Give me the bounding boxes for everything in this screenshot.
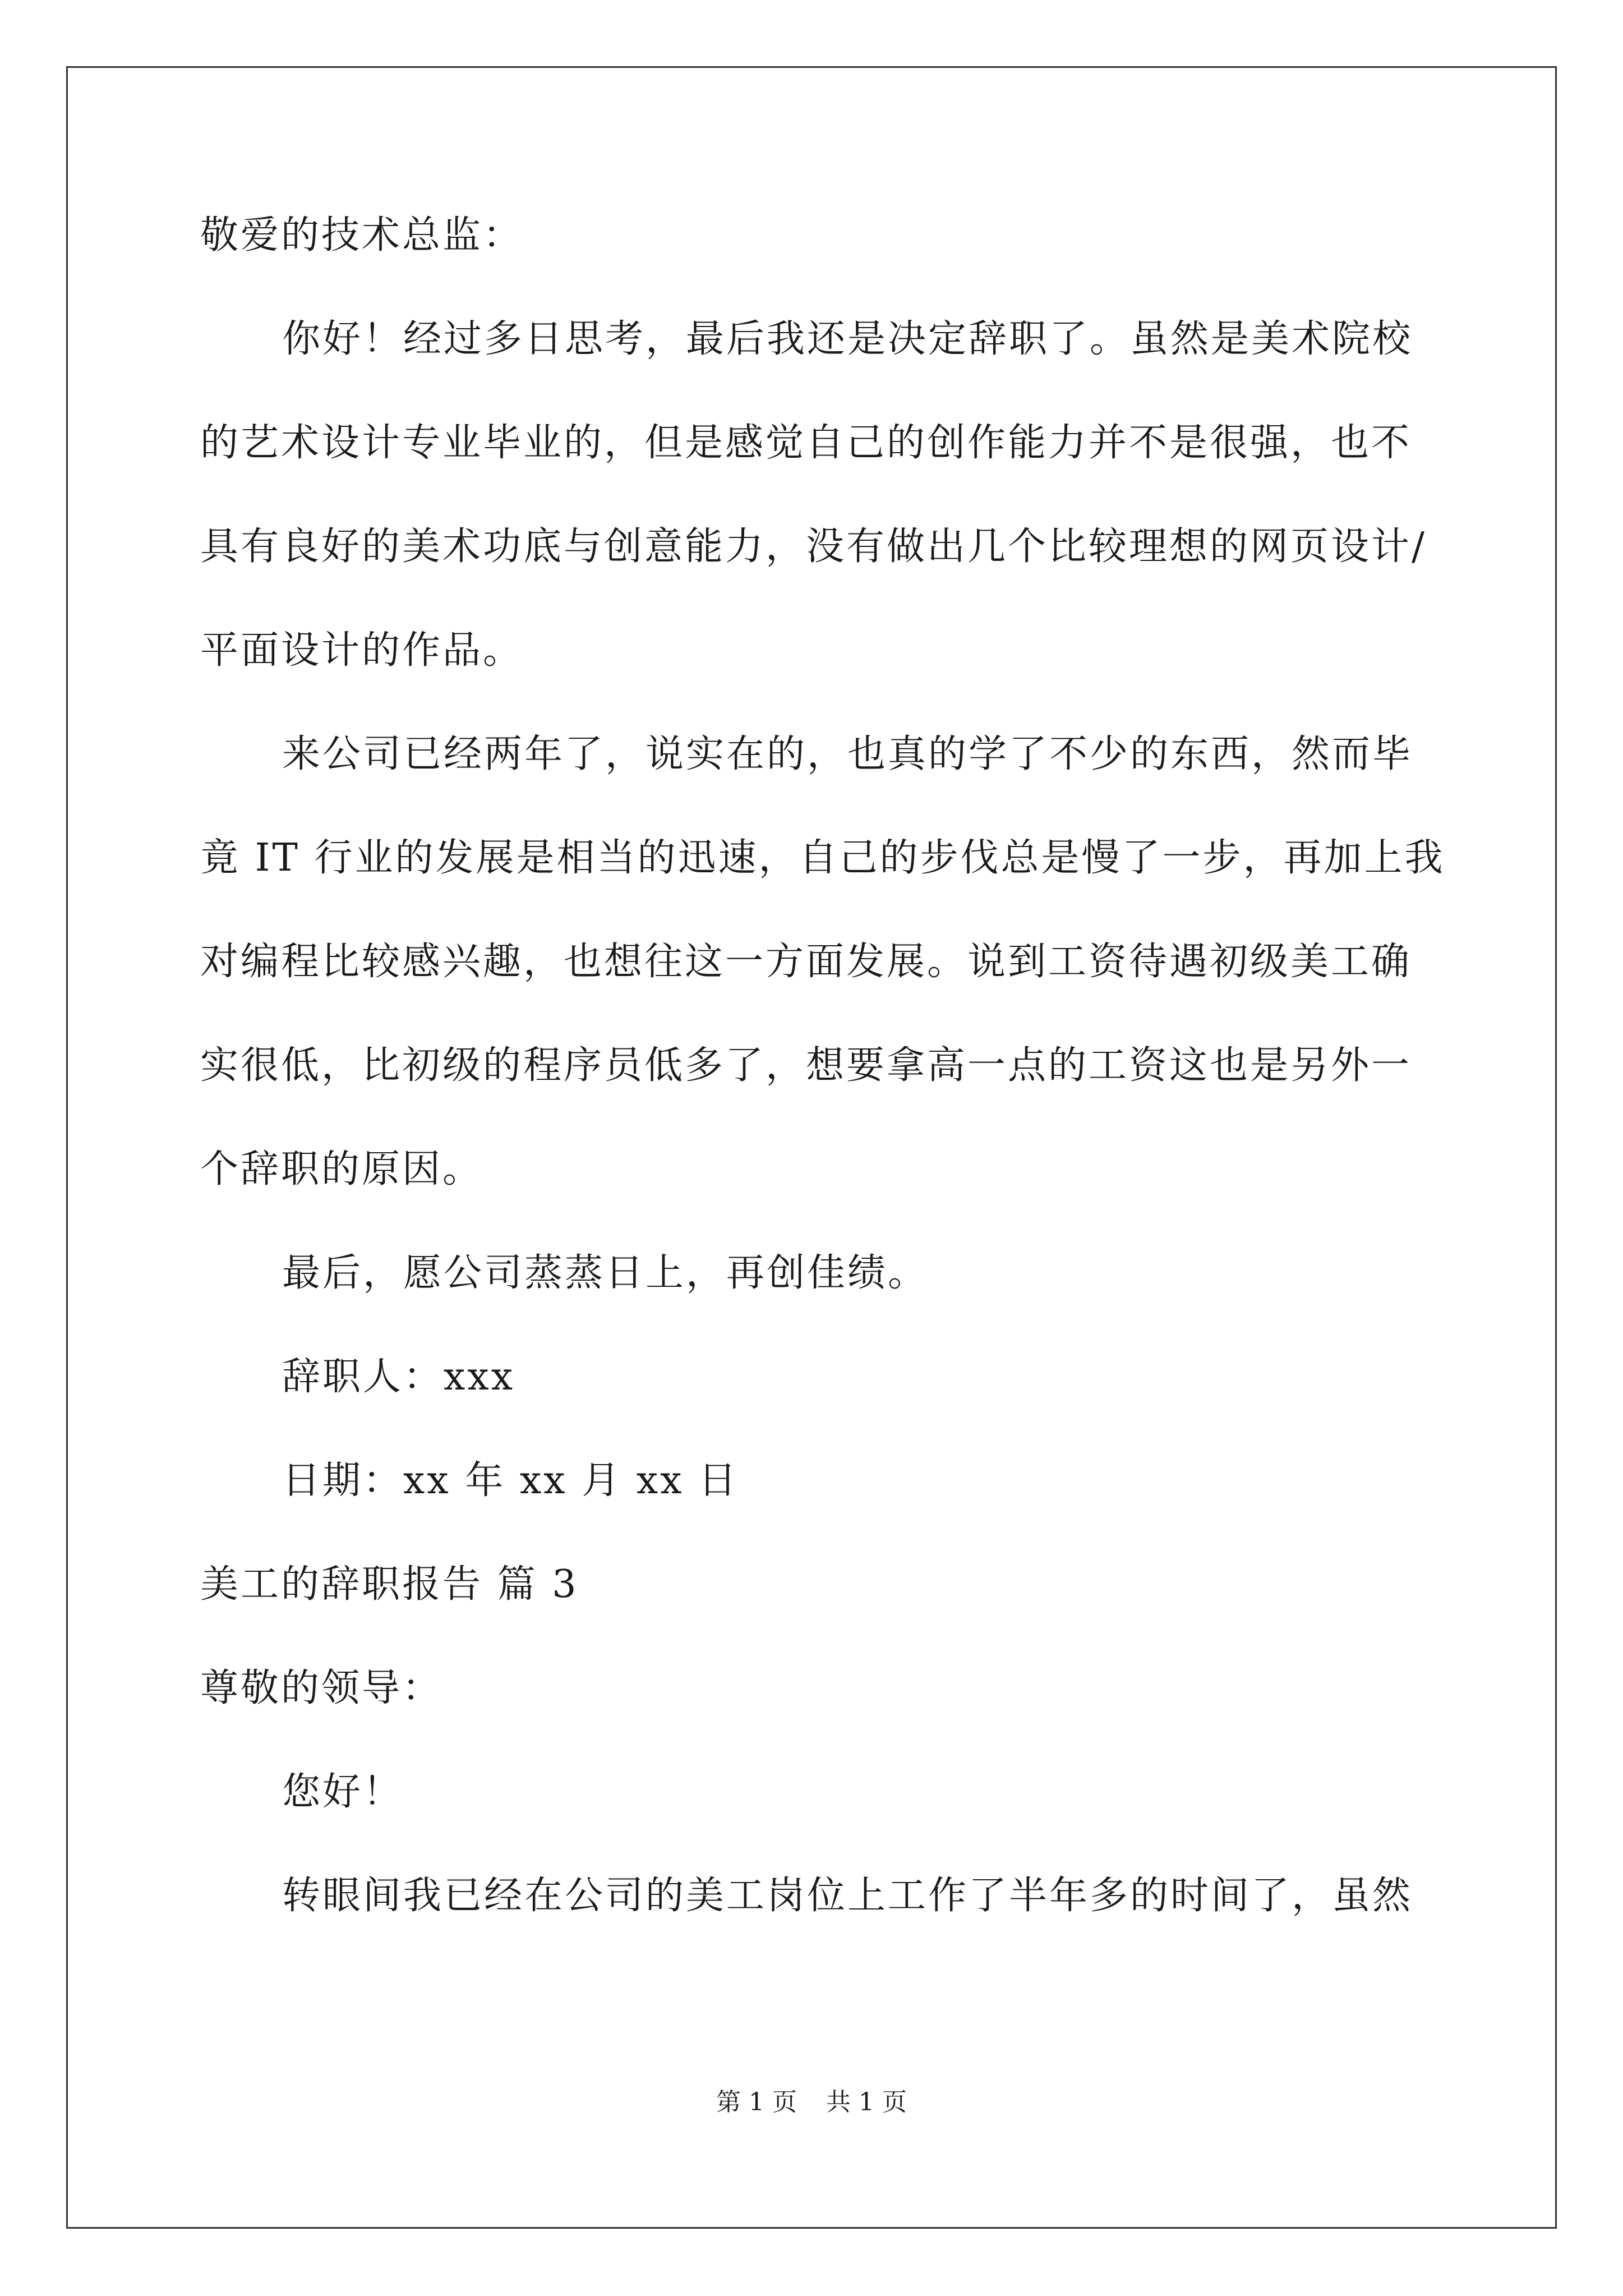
paragraph-line: 转眼间我已经在公司的美工岗位上工作了半年多的时间了，虽然 xyxy=(282,1874,1413,1918)
paragraph-line: 的艺术设计专业毕业的，但是感觉自己的创作能力并不是很强，也不 xyxy=(200,421,1412,465)
section-heading: 美工的辞职报告 篇 3 xyxy=(200,1562,579,1607)
salutation: 敬爱的技术总监： xyxy=(200,213,524,257)
paragraph-line: 竟 IT 行业的发展是相当的迅速，自己的步伐总是慢了一步，再加上我 xyxy=(200,836,1445,880)
date-line: 日期：xx 年 xx 月 xx 日 xyxy=(282,1458,739,1503)
paragraph-line: 对编程比较感兴趣，也想往这一方面发展。说到工资待遇初级美工确 xyxy=(200,940,1412,984)
greeting-line: 您好！ xyxy=(282,1770,404,1814)
paragraph-line: 平面设计的作品。 xyxy=(200,628,524,673)
salutation: 尊敬的领导： xyxy=(200,1666,443,1710)
page-number: 第 1 页 xyxy=(716,2088,797,2116)
paragraph-line: 个辞职的原因。 xyxy=(200,1147,483,1191)
paragraph-line: 你好！经过多日思考，最后我还是决定辞职了。虽然是美术院校 xyxy=(282,317,1413,361)
paragraph-line: 来公司已经两年了，说实在的，也真的学了不少的东西，然而毕 xyxy=(282,732,1413,776)
page-total: 共 1 页 xyxy=(826,2088,907,2116)
closing-line: 最后，愿公司蒸蒸日上，再创佳绩。 xyxy=(282,1251,929,1295)
paragraph-line: 具有良好的美术功底与创意能力，没有做出几个比较理想的网页设计/ xyxy=(200,524,1427,569)
page-footer xyxy=(0,2086,1623,2119)
signature-line: 辞职人：xxx xyxy=(282,1355,515,1399)
paragraph-line: 实很低，比初级的程序员低多了，想要拿高一点的工资这也是另外一 xyxy=(200,1043,1412,1088)
